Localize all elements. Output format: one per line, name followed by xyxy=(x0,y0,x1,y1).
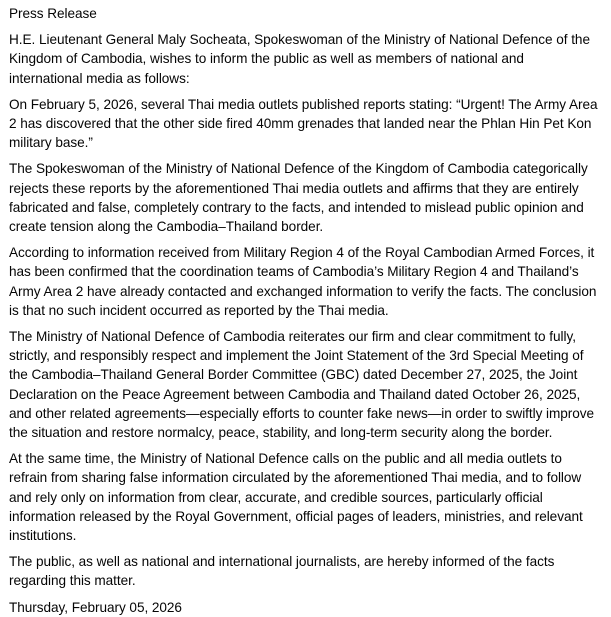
post-paragraph-verification: According to information received from Military Region 4 of the Royal Cambodian Armed Forces, it has been confirmed that the coordination teams of Cambodia’s Military Region 4 and Thailand’s Army Area 2 have already contacted and exchanged information to verify the facts. The conclusion is that no such incident occurred as reported by the Thai media. xyxy=(9,245,597,318)
post-title: Press Release xyxy=(9,6,97,21)
post-paragraph-rejection: The Spokeswoman of the Ministry of National Defence of the Kingdom of Cambodia categorically rejects these reports by the aforementioned Thai media outlets and affirms that they are entirely fabricated and false, completely contrary to the facts, and intended to mislead public opinion and create tension along the Cambodia–Thailand border. xyxy=(9,161,588,235)
post-paragraph-commitment: The Ministry of National Defence of Cambodia reiterates our firm and clear commitment to fully, strictly, and responsibly respect and implement the Joint Statement of the 3rd Special Meeting of the Cambodia–Thailand General Border Committee (GBC) dated December 27, 2025, the Joint Declaration on the Peace Agreement between Cambodia and Thailand dated October 26, 2025, and other related agreements—especially efforts to counter fake news—in order to swiftly improve the situation and restore normalcy, peace, stability, and long-term security along the border. xyxy=(9,329,595,441)
post-paragraph-closing: The public, as well as national and international journalists, are hereby informed of the facts regarding this matter. xyxy=(9,554,555,589)
post-date: Thursday, February 05, 2026 xyxy=(9,599,182,615)
post-paragraph-call-to-public: At the same time, the Ministry of National Defence calls on the public and all media outlets to refrain from sharing false information circulated by the aforementioned Thai media, and to follow and rely only on information from clear, accurate, and credible sources, particularly official information released by the Royal Government, official pages of leaders, ministries, and relevant institutions. xyxy=(9,451,583,544)
post-paragraph-intro: H.E. Lieutenant General Maly Socheata, Spokeswoman of the Ministry of National Defence of the Kingdom of Cambodia, wishes to inform the public as well as members of national and international media as follows: xyxy=(9,32,590,86)
post-paragraph-thai-report: On February 5, 2026, several Thai media outlets published reports stating: “Urgent! The Army Area 2 has discovered that the other side fired 40mm grenades that landed near the Phlan Hin Pet Kon military base.” xyxy=(9,96,598,151)
